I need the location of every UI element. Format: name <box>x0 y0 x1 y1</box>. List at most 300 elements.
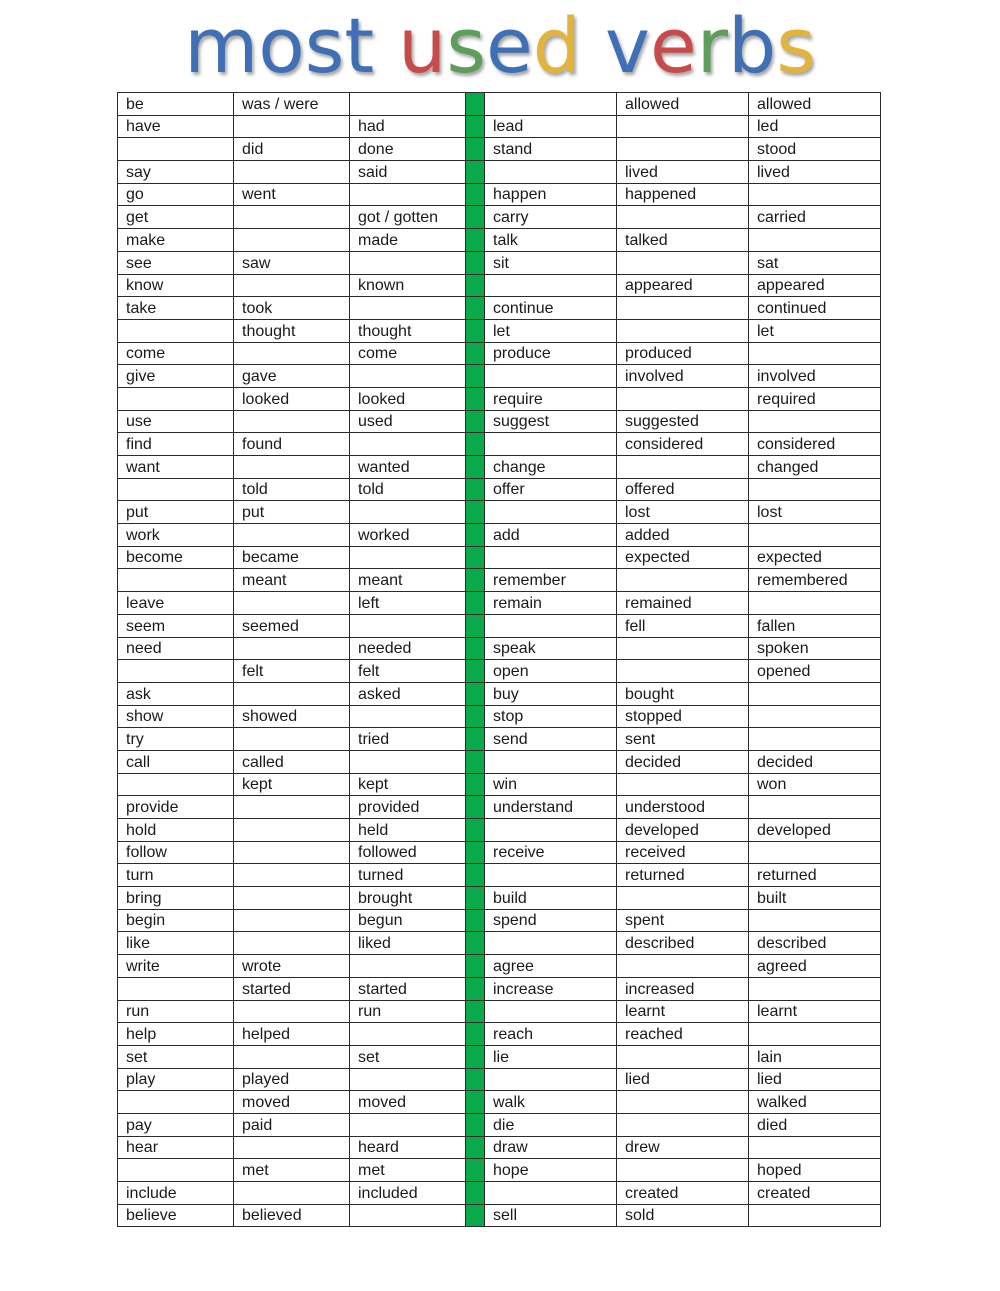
cell-participle-b: lost <box>749 501 881 524</box>
cell-participle-b: stood <box>749 138 881 161</box>
cell-participle-b <box>749 1204 881 1227</box>
cell-participle-a: got / gotten <box>350 206 466 229</box>
green-divider-cell <box>466 1023 485 1046</box>
cell-participle-a: turned <box>350 864 466 887</box>
cell-base-a <box>118 387 234 410</box>
cell-participle-b <box>749 229 881 252</box>
cell-base-a: help <box>118 1023 234 1046</box>
cell-past-b <box>617 319 749 342</box>
cell-past-b: reached <box>617 1023 749 1046</box>
cell-base-b: require <box>485 387 617 410</box>
green-divider-cell <box>466 841 485 864</box>
cell-past-b: lost <box>617 501 749 524</box>
cell-base-b: stop <box>485 705 617 728</box>
green-divider-cell <box>466 1045 485 1068</box>
cell-base-a: pay <box>118 1113 234 1136</box>
cell-past-b <box>617 456 749 479</box>
cell-past-b <box>617 387 749 410</box>
title-letter: s <box>776 1 816 90</box>
green-divider-cell <box>466 1204 485 1227</box>
green-divider-cell <box>466 251 485 274</box>
green-divider-cell <box>466 297 485 320</box>
table-row <box>118 864 881 887</box>
cell-base-a: turn <box>118 864 234 887</box>
cell-participle-a: had <box>350 115 466 138</box>
cell-participle-a <box>350 501 466 524</box>
cell-past-a: paid <box>234 1113 350 1136</box>
cell-base-b: produce <box>485 342 617 365</box>
cell-base-b: remain <box>485 592 617 615</box>
cell-participle-a <box>350 183 466 206</box>
table-row <box>118 819 881 842</box>
cell-base-a: include <box>118 1182 234 1205</box>
cell-participle-b <box>749 705 881 728</box>
cell-participle-b: lived <box>749 161 881 184</box>
cell-base-a: need <box>118 637 234 660</box>
cell-participle-a: set <box>350 1045 466 1068</box>
cell-base-b: win <box>485 773 617 796</box>
cell-base-b: stand <box>485 138 617 161</box>
green-divider-cell <box>466 887 485 910</box>
cell-participle-a <box>350 955 466 978</box>
table-row <box>118 1068 881 1091</box>
cell-base-b: lead <box>485 115 617 138</box>
cell-past-a <box>234 524 350 547</box>
cell-participle-b: opened <box>749 660 881 683</box>
cell-past-b <box>617 887 749 910</box>
cell-base-b: understand <box>485 796 617 819</box>
cell-past-b: sold <box>617 1204 749 1227</box>
table-row <box>118 637 881 660</box>
cell-past-b: lived <box>617 161 749 184</box>
cell-base-a: try <box>118 728 234 751</box>
cell-base-a: bring <box>118 887 234 910</box>
cell-participle-b: carried <box>749 206 881 229</box>
cell-base-b: receive <box>485 841 617 864</box>
cell-base-b <box>485 1182 617 1205</box>
cell-base-b <box>485 93 617 116</box>
cell-past-a <box>234 456 350 479</box>
cell-base-a: seem <box>118 614 234 637</box>
cell-base-a: follow <box>118 841 234 864</box>
cell-base-b: open <box>485 660 617 683</box>
table-row <box>118 1204 881 1227</box>
cell-participle-a: moved <box>350 1091 466 1114</box>
cell-base-a: ask <box>118 682 234 705</box>
cell-past-a: called <box>234 750 350 773</box>
cell-participle-a: asked <box>350 682 466 705</box>
cell-participle-a: followed <box>350 841 466 864</box>
green-divider-cell <box>466 161 485 184</box>
green-divider-cell <box>466 546 485 569</box>
cell-base-b <box>485 864 617 887</box>
cell-participle-a: come <box>350 342 466 365</box>
cell-base-a: run <box>118 1000 234 1023</box>
cell-base-a: call <box>118 750 234 773</box>
cell-participle-b <box>749 1023 881 1046</box>
cell-past-b: drew <box>617 1136 749 1159</box>
cell-base-b: walk <box>485 1091 617 1114</box>
cell-past-b: allowed <box>617 93 749 116</box>
cell-past-a: put <box>234 501 350 524</box>
cell-past-a <box>234 909 350 932</box>
cell-base-a <box>118 569 234 592</box>
cell-base-a: show <box>118 705 234 728</box>
cell-participle-b: led <box>749 115 881 138</box>
cell-base-a <box>118 773 234 796</box>
table-row <box>118 229 881 252</box>
cell-past-b <box>617 1159 749 1182</box>
cell-base-a <box>118 1091 234 1114</box>
cell-past-a: saw <box>234 251 350 274</box>
cell-past-b <box>617 660 749 683</box>
cell-base-b <box>485 433 617 456</box>
table-row <box>118 524 881 547</box>
cell-base-a <box>118 319 234 342</box>
table-row <box>118 410 881 433</box>
green-divider-cell <box>466 138 485 161</box>
green-divider-cell <box>466 750 485 773</box>
cell-base-b: talk <box>485 229 617 252</box>
cell-base-b: die <box>485 1113 617 1136</box>
cell-past-a: helped <box>234 1023 350 1046</box>
cell-participle-a: said <box>350 161 466 184</box>
table-row <box>118 183 881 206</box>
table-row <box>118 705 881 728</box>
page-title <box>0 2 1000 90</box>
cell-past-b: understood <box>617 796 749 819</box>
cell-base-a: make <box>118 229 234 252</box>
cell-base-a: begin <box>118 909 234 932</box>
table-row <box>118 955 881 978</box>
cell-base-a: set <box>118 1045 234 1068</box>
cell-base-a: like <box>118 932 234 955</box>
cell-past-a <box>234 841 350 864</box>
table-row <box>118 750 881 773</box>
cell-participle-b: involved <box>749 365 881 388</box>
cell-participle-a <box>350 546 466 569</box>
title-letter <box>581 2 605 90</box>
cell-past-b: spent <box>617 909 749 932</box>
cell-participle-b: returned <box>749 864 881 887</box>
table-row <box>118 1136 881 1159</box>
cell-past-b <box>617 1091 749 1114</box>
cell-base-a: work <box>118 524 234 547</box>
cell-past-b <box>617 1045 749 1068</box>
table-row <box>118 592 881 615</box>
cell-base-b: suggest <box>485 410 617 433</box>
cell-past-b <box>617 251 749 274</box>
green-divider-cell <box>466 977 485 1000</box>
cell-participle-a <box>350 1113 466 1136</box>
cell-base-b: build <box>485 887 617 910</box>
cell-base-b <box>485 501 617 524</box>
table-row <box>118 433 881 456</box>
green-divider-cell <box>466 319 485 342</box>
cell-base-b: increase <box>485 977 617 1000</box>
green-divider-cell <box>466 773 485 796</box>
cell-base-b: reach <box>485 1023 617 1046</box>
cell-past-b: developed <box>617 819 749 842</box>
title-letter: d <box>532 1 581 90</box>
cell-base-b: sit <box>485 251 617 274</box>
green-divider-cell <box>466 433 485 456</box>
cell-participle-a: brought <box>350 887 466 910</box>
cell-base-a: play <box>118 1068 234 1091</box>
cell-past-b: bought <box>617 682 749 705</box>
cell-past-a: believed <box>234 1204 350 1227</box>
cell-past-a: did <box>234 138 350 161</box>
green-divider-cell <box>466 456 485 479</box>
cell-past-a: moved <box>234 1091 350 1114</box>
cell-participle-a <box>350 1023 466 1046</box>
cell-base-b: add <box>485 524 617 547</box>
cell-participle-a: run <box>350 1000 466 1023</box>
cell-base-a: go <box>118 183 234 206</box>
cell-past-b <box>617 206 749 229</box>
cell-participle-a: left <box>350 592 466 615</box>
cell-past-b: received <box>617 841 749 864</box>
title-letter: v <box>604 1 650 90</box>
cell-participle-b: agreed <box>749 955 881 978</box>
table-row <box>118 887 881 910</box>
cell-past-a <box>234 161 350 184</box>
cell-past-a <box>234 229 350 252</box>
cell-past-b <box>617 1113 749 1136</box>
cell-base-b: buy <box>485 682 617 705</box>
cell-past-a <box>234 637 350 660</box>
green-divider-cell <box>466 728 485 751</box>
table-row <box>118 342 881 365</box>
cell-past-b <box>617 773 749 796</box>
cell-past-a: was / were <box>234 93 350 116</box>
green-divider-cell <box>466 819 485 842</box>
green-divider-cell <box>466 796 485 819</box>
cell-base-b: let <box>485 319 617 342</box>
cell-past-b: stopped <box>617 705 749 728</box>
cell-base-a: become <box>118 546 234 569</box>
cell-participle-b <box>749 524 881 547</box>
cell-past-b: produced <box>617 342 749 365</box>
green-divider-cell <box>466 1091 485 1114</box>
cell-participle-a <box>350 297 466 320</box>
cell-past-b: considered <box>617 433 749 456</box>
cell-participle-b <box>749 183 881 206</box>
cell-base-b: change <box>485 456 617 479</box>
table-row <box>118 569 881 592</box>
cell-past-a: looked <box>234 387 350 410</box>
cell-base-b <box>485 614 617 637</box>
cell-base-a <box>118 1159 234 1182</box>
table-row <box>118 796 881 819</box>
cell-past-b: lied <box>617 1068 749 1091</box>
cell-participle-b: changed <box>749 456 881 479</box>
cell-base-a: put <box>118 501 234 524</box>
green-divider-cell <box>466 1159 485 1182</box>
cell-participle-b <box>749 841 881 864</box>
cell-participle-b: expected <box>749 546 881 569</box>
cell-base-a: find <box>118 433 234 456</box>
cell-participle-a: heard <box>350 1136 466 1159</box>
cell-participle-a: thought <box>350 319 466 342</box>
cell-participle-b <box>749 682 881 705</box>
table-row <box>118 274 881 297</box>
cell-participle-b: won <box>749 773 881 796</box>
cell-past-a <box>234 728 350 751</box>
green-divider-cell <box>466 387 485 410</box>
green-divider-cell <box>466 478 485 501</box>
cell-base-b: lie <box>485 1045 617 1068</box>
cell-base-a: hear <box>118 1136 234 1159</box>
cell-past-a <box>234 932 350 955</box>
table-row <box>118 93 881 116</box>
cell-participle-a: begun <box>350 909 466 932</box>
cell-base-a <box>118 660 234 683</box>
table-row <box>118 297 881 320</box>
cell-base-a: use <box>118 410 234 433</box>
green-divider-cell <box>466 932 485 955</box>
cell-participle-b: died <box>749 1113 881 1136</box>
green-divider-cell <box>466 1068 485 1091</box>
cell-past-b: increased <box>617 977 749 1000</box>
cell-base-b: happen <box>485 183 617 206</box>
cell-participle-a: wanted <box>350 456 466 479</box>
table-row <box>118 660 881 683</box>
cell-base-b <box>485 1000 617 1023</box>
cell-past-a: showed <box>234 705 350 728</box>
table-row <box>118 115 881 138</box>
cell-base-b <box>485 1068 617 1091</box>
table-row <box>118 932 881 955</box>
cell-past-a <box>234 342 350 365</box>
cell-base-b: hope <box>485 1159 617 1182</box>
cell-past-a: played <box>234 1068 350 1091</box>
green-divider-cell <box>466 342 485 365</box>
cell-participle-b: built <box>749 887 881 910</box>
table-row <box>118 251 881 274</box>
green-divider-cell <box>466 229 485 252</box>
cell-base-b: send <box>485 728 617 751</box>
table-row <box>118 614 881 637</box>
cell-participle-b: sat <box>749 251 881 274</box>
table-row <box>118 319 881 342</box>
cell-participle-b: allowed <box>749 93 881 116</box>
green-divider-cell <box>466 1000 485 1023</box>
green-divider-cell <box>466 524 485 547</box>
green-divider-cell <box>466 206 485 229</box>
cell-past-b: involved <box>617 365 749 388</box>
green-divider-cell <box>466 682 485 705</box>
title-letter: s <box>446 1 486 90</box>
cell-participle-b: described <box>749 932 881 955</box>
cell-past-b: described <box>617 932 749 955</box>
cell-participle-a <box>350 365 466 388</box>
table-row <box>118 728 881 751</box>
cell-past-a: became <box>234 546 350 569</box>
cell-past-b <box>617 569 749 592</box>
green-divider-cell <box>466 1136 485 1159</box>
cell-past-a: started <box>234 977 350 1000</box>
cell-participle-b <box>749 796 881 819</box>
cell-past-b: learnt <box>617 1000 749 1023</box>
cell-past-a <box>234 274 350 297</box>
cell-participle-a: liked <box>350 932 466 955</box>
cell-base-b: carry <box>485 206 617 229</box>
cell-past-a <box>234 864 350 887</box>
cell-participle-b: appeared <box>749 274 881 297</box>
table-row <box>118 1023 881 1046</box>
cell-participle-b: decided <box>749 750 881 773</box>
cell-participle-a: felt <box>350 660 466 683</box>
cell-past-b <box>617 115 749 138</box>
cell-participle-a: meant <box>350 569 466 592</box>
table-row <box>118 138 881 161</box>
green-divider-cell <box>466 592 485 615</box>
cell-past-b <box>617 297 749 320</box>
cell-base-b <box>485 546 617 569</box>
cell-participle-a <box>350 1204 466 1227</box>
title-letter: e <box>649 1 697 90</box>
table-row <box>118 365 881 388</box>
cell-base-b <box>485 274 617 297</box>
green-divider-cell <box>466 614 485 637</box>
cell-past-a: told <box>234 478 350 501</box>
verb-table <box>117 92 881 1227</box>
cell-participle-a <box>350 614 466 637</box>
cell-base-a: see <box>118 251 234 274</box>
cell-past-a: kept <box>234 773 350 796</box>
table-row <box>118 1159 881 1182</box>
cell-participle-a: done <box>350 138 466 161</box>
cell-past-b: suggested <box>617 410 749 433</box>
cell-base-a: believe <box>118 1204 234 1227</box>
cell-participle-a: known <box>350 274 466 297</box>
cell-past-a: seemed <box>234 614 350 637</box>
cell-participle-b <box>749 728 881 751</box>
title-letter: u <box>398 1 447 90</box>
cell-past-a <box>234 1136 350 1159</box>
cell-past-a: found <box>234 433 350 456</box>
cell-base-b <box>485 932 617 955</box>
cell-past-b: added <box>617 524 749 547</box>
cell-past-b: expected <box>617 546 749 569</box>
green-divider-cell <box>466 1113 485 1136</box>
cell-past-b: remained <box>617 592 749 615</box>
cell-participle-b <box>749 342 881 365</box>
cell-past-b: returned <box>617 864 749 887</box>
cell-base-b: agree <box>485 955 617 978</box>
cell-past-a <box>234 1000 350 1023</box>
cell-participle-a <box>350 251 466 274</box>
title-letter <box>374 2 398 90</box>
table-row <box>118 546 881 569</box>
cell-base-b <box>485 365 617 388</box>
cell-participle-a: told <box>350 478 466 501</box>
cell-base-b: speak <box>485 637 617 660</box>
green-divider-cell <box>466 864 485 887</box>
cell-past-b: decided <box>617 750 749 773</box>
cell-base-a <box>118 977 234 1000</box>
green-divider-cell <box>466 705 485 728</box>
table-row <box>118 977 881 1000</box>
cell-base-a: write <box>118 955 234 978</box>
cell-participle-a: kept <box>350 773 466 796</box>
cell-participle-b: learnt <box>749 1000 881 1023</box>
cell-past-a: thought <box>234 319 350 342</box>
cell-participle-b <box>749 977 881 1000</box>
cell-participle-b <box>749 410 881 433</box>
title-letter: o <box>258 1 305 90</box>
